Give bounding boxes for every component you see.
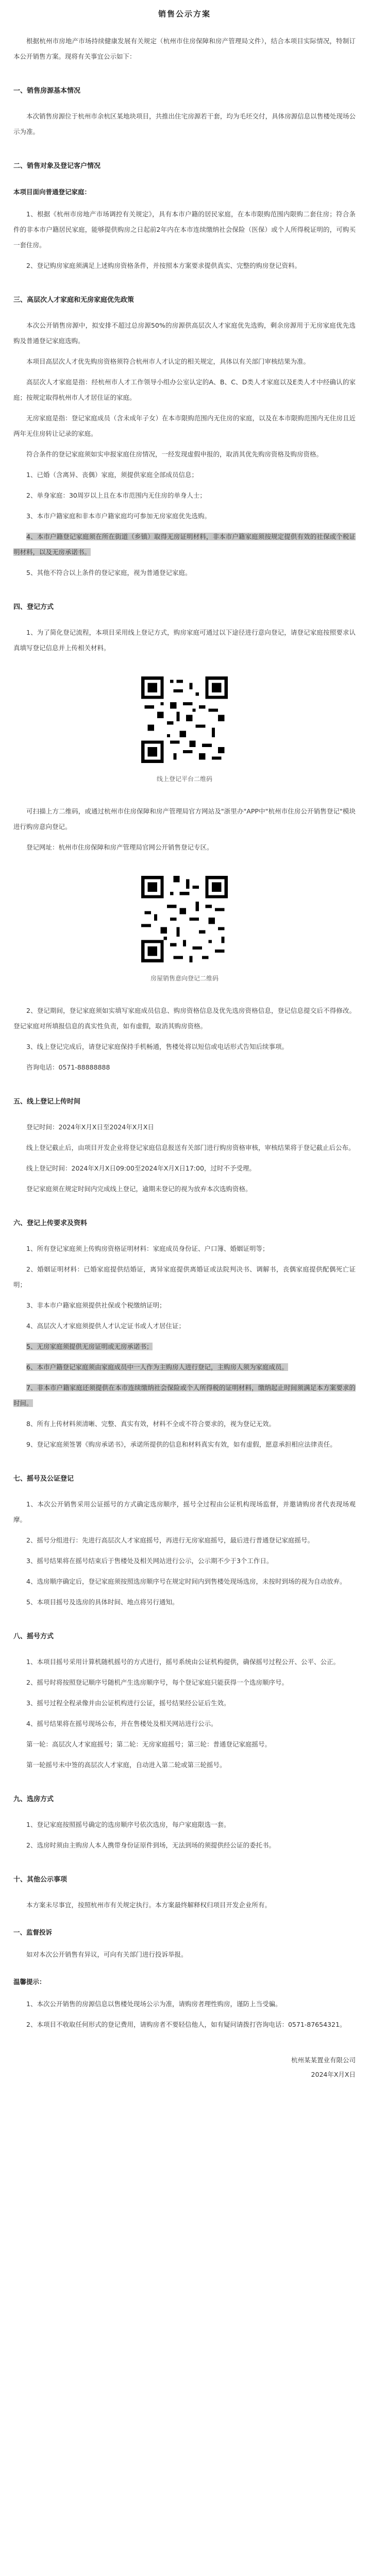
section-6-highlighted-text: 5、无房家庭须提供无房证明或无房承诺书； <box>26 1343 153 1350</box>
section-5-paragraph-2: 线上登记时间：2024年X月X日09:00至2024年X月X日17:00，过时不予受理。 <box>26 1164 256 1172</box>
section-8-paragraph: 第一轮：高层次人才家庭摇号；第二轮：无房家庭摇号；第三轮：普通登记家庭摇号。 <box>26 1740 272 1748</box>
section-10-paragraph: 1、本次公开销售的房源信息以售楼处现场公示为准，请购房者理性购房，谨防上当受骗。 <box>26 2000 282 2008</box>
section-8-heading: 八、摇号方式 <box>13 1633 54 1640</box>
section-5-paragraph-1: 线上登记截止后，由项目开发企业将登记家庭信息报送有关部门进行购房资格审核，审核结果将于登记截止后公布。 <box>26 1144 355 1151</box>
intro-paragraph: 根据杭州市房地产市场持续健康发展有关规定（杭州市住房保障和房产管理局文件），结合本项目实际情况，特制订本公开销售方案。现将有关事宜公示如下： <box>13 37 356 60</box>
qr-code-intent-registration <box>138 873 231 965</box>
section-9-paragraph: 1、登记家庭按照摇号确定的选房顺序号依次选房，每户家庭限选一套。 <box>26 1821 230 1828</box>
section-7-heading: 七、摇号及公证登记 <box>13 1475 74 1483</box>
section-4-paragraph-1: 1、为了简化登记流程，本项目采用线上登记方式，购房家庭可通过以下途径进行意向登记，请登记家庭按照要求认真填写登记信息并上传相关材料。 <box>13 629 356 652</box>
section-4-paragraph-2: 可扫描上方二维码，或通过杭州市住房保障和房产管理局官方网站及"浙里办"APP中"杭州市住房公开销售登记"模块进行购房意向登记。 <box>13 807 356 831</box>
section-7-paragraph: 1、本次公开销售采用公证摇号的方式确定选房顺序，摇号全过程由公证机构现场监督，并邀请购房者代表现场观摩。 <box>13 1500 356 1523</box>
section-3-paragraph-4: 无房家庭是指：登记家庭成员（含未成年子女）在本市限购范围内无住房的家庭，以及在本市限购范围内无住房且近两年无住房转让记录的家庭。 <box>13 414 356 437</box>
section-10-heading: 十、其他公示事项 <box>13 1876 68 1884</box>
reminder-subheading: 温馨提示： <box>13 1978 46 1986</box>
section-7-paragraph: 3、摇号结果将在摇号结束后于售楼处及相关网站进行公示，公示期不少于3个工作日。 <box>26 1557 273 1565</box>
section-8-paragraph: 第一轮摇号未中签的高层次人才家庭，自动进入第二轮或第三轮摇号。 <box>26 1761 226 1769</box>
section-2-paragraph-1: 1、根据《杭州市房地产市场调控有关规定》，具有本市户籍的居民家庭，在本市限购范围内限购二套住房；符合条件的非本市户籍居民家庭，能够提供购房之日起前2年内在本市连续缴纳社会保险（医保）或个人所得税证明的，可购买一套住房。 <box>13 210 356 249</box>
section-3-paragraph-5: 符合条件的登记家庭须如实申报家庭住房情况，一经发现虚假申报的，取消其优先购房资格及购房资格。 <box>26 450 323 458</box>
section-8-paragraph: 2、摇号时将按照登记顺序号随机产生选房顺序号，每个登记家庭只能获得一个选房顺序号。 <box>26 1679 288 1686</box>
section-8-paragraph: 4、摇号结果将在摇号现场公布，并在售楼处及相关网站进行公示。 <box>26 1720 217 1727</box>
document-title: 销售公示方案 <box>158 9 211 19</box>
section-6-list-item: 1、所有登记家庭须上传购房资格证明材料：家庭成员身份证、户口簿、婚姻证明等； <box>26 1245 269 1252</box>
section-3-list-item: 1、已婚（含离异、丧偶）家庭，须提供家庭全部成员信息； <box>26 471 198 479</box>
signature-block <box>13 2053 356 2082</box>
section-10-paragraph: 如对本次公开销售有异议，可向有关部门进行投诉举报。 <box>26 1951 188 1958</box>
signature-company: 杭州某某置业有限公司 <box>291 2056 356 2064</box>
section-2-paragraph-2: 2、登记购房家庭须满足上述购房资格条件，并按照本方案要求提供真实、完整的购房登记资料。 <box>26 262 301 269</box>
qr-code-registration <box>138 673 231 766</box>
section-6-highlighted-text: 6、本市户籍登记家庭须由家庭成员中一人作为主购房人进行登记，主购房人须为家庭成员。 <box>26 1363 288 1371</box>
section-2-heading: 二、销售对象及登记客户情况 <box>13 162 101 170</box>
section-4-phone: 咨询电话：0571-88888888 <box>26 1063 110 1071</box>
section-3-highlighted-text: 4、本市户籍登记家庭须在所在街道（乡镇）取得无房证明材料，非本市户籍家庭须按规定提供有效的社保或个税证明材料，以及无房承诺书。 <box>13 533 356 556</box>
section-7-paragraph: 2、摇号分组进行：先进行高层次人才家庭摇号，再进行无房家庭摇号，最后进行普通登记家庭摇号。 <box>26 1536 314 1544</box>
section-8-paragraph: 3、摇号过程全程录像并由公证机构进行公证，摇号结果经公证后生效。 <box>26 1699 230 1707</box>
section-1-heading: 一、销售房源基本情况 <box>13 87 81 95</box>
section-3-paragraph-1: 本次公开销售房源中，拟安排不超过总房源50%的房源供高层次人才家庭优先选购，剩余房源用于无房家庭优先选购及普通登记家庭选购。 <box>13 321 356 345</box>
section-8-paragraph: 1、本项目摇号采用计算机随机摇号的方式进行，摇号系统由公证机构提供，确保摇号过程公开、公平、公正。 <box>26 1658 340 1666</box>
section-6-list-item: 4、高层次人才家庭须提供人才认定证书或人才居住证； <box>26 1322 185 1330</box>
signature-date: 2024年X月X日 <box>311 2071 356 2078</box>
section-5-time: 登记时间：2024年X月X日至2024年X月X日 <box>26 1123 154 1131</box>
section-1-paragraph: 本次销售房源位于杭州市余杭区某地块项目，共推出住宅房源若干套，均为毛坯交付，具体房源信息以售楼处现场公示为准。 <box>13 112 356 135</box>
section-6-highlighted-text: 7、非本市户籍家庭还须提供在本市连续缴纳社会保险或个人所得税的证明材料，缴纳起止时间须满足本方案要求的时间。 <box>13 1384 356 1407</box>
section-2-subheading: 本项目面向普通登记家庭： <box>13 188 91 196</box>
section-10-paragraph: 2、本项目不收取任何形式的登记费用，请购房者不要轻信他人，如有疑问请拨打咨询电话：0571-87654321。 <box>26 2021 346 2028</box>
section-6-heading: 六、登记上传要求及资料 <box>13 1219 88 1227</box>
section-6-list-item: 2、婚姻证明材料：已婚家庭提供结婚证，离异家庭提供离婚证或法院判决书、调解书，丧偶家庭提供配偶死亡证明； <box>13 1265 356 1289</box>
section-9-paragraph: 2、选房时须由主购房人本人携带身份证原件到场，无法到场的须提供经公证的委托书。 <box>26 1841 275 1849</box>
section-4-paragraph-5: 3、线上登记完成后，请登记家庭保持手机畅通，售楼处将以短信或电话形式告知后续事项。 <box>26 1043 288 1050</box>
section-4-paragraph-4: 2、登记期间，登记家庭须如实填写家庭成员信息、购房资格信息及优先选房资格信息，登记信息提交后不得修改。登记家庭对所填报信息的真实性负责，如有虚假，取消其购房资格。 <box>13 1007 356 1030</box>
section-7-paragraph: 5、本项目摇号及选房的具体时间、地点将另行通知。 <box>26 1598 179 1606</box>
section-6-list-item: 3、非本市户籍家庭须提供社保或个税缴纳证明； <box>26 1301 166 1309</box>
section-3-list-item: 3、本市户籍家庭和非本市户籍家庭均可参加无房家庭优先选购。 <box>26 512 211 520</box>
section-4-heading: 四、登记方式 <box>13 603 54 611</box>
section-3-paragraph-2: 本项目高层次人才优先购房资格须符合杭州市人才认定的相关规定，具体以有关部门审核结果为准。 <box>26 358 310 365</box>
section-5-heading: 五、线上登记上传时间 <box>13 1098 81 1106</box>
section-7-paragraph: 4、选房顺序确定后，登记家庭须按照选房顺序号在规定时间内到售楼处现场选房，未按时到场的视为自动放弃。 <box>26 1578 346 1585</box>
section-4-paragraph-3: 登记网址：杭州市住房保障和房产管理局官网公开销售登记专区。 <box>26 843 213 851</box>
section-3-list-item: 2、单身家庭：30周岁以上且在本市范围内无住房的单身人士； <box>26 492 206 499</box>
section-3-paragraph-3: 高层次人才家庭是指：经杭州市人才工作领导小组办公室认定的A、B、C、D类人才家庭以及E类人才中经确认的家庭；按规定取得杭州市人才居住证的家庭。 <box>13 378 356 401</box>
section-6-paragraph-2: 9、登记家庭须签署《购房承诺书》，承诺所提供的信息和材料真实有效，如有虚假，愿意承担相应法律责任。 <box>26 1440 337 1448</box>
section-6-paragraph-1: 8、所有上传材料须清晰、完整、真实有效，材料不全或不符合要求的，视为登记无效。 <box>26 1420 275 1428</box>
section-9-heading: 九、选房方式 <box>13 1795 54 1803</box>
qr-code-caption: 房屋销售意向登记二维码 <box>150 975 219 982</box>
qr-code-caption: 线上登记平台二维码 <box>156 775 212 783</box>
supervision-subheading: 一、监督投诉 <box>13 1928 53 1936</box>
section-5-paragraph-3: 登记家庭须在规定时间内完成线上登记，逾期未登记的视为放弃本次选购资格。 <box>26 1185 252 1193</box>
section-3-paragraph-6: 5、其他不符合以上条件的登记家庭，视为普通登记家庭。 <box>26 569 192 577</box>
section-10-paragraph: 本方案未尽事宜，按照杭州市有关规定执行。本方案最终解释权归项目开发企业所有。 <box>26 1901 272 1909</box>
section-3-heading: 三、高层次人才家庭和无房家庭优先政策 <box>13 296 135 304</box>
